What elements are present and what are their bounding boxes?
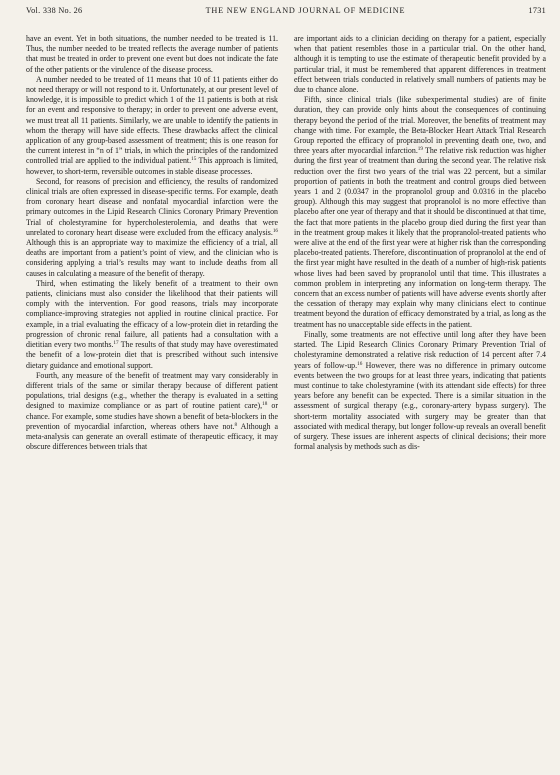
paragraph-text: or chance. For example, some studies have shown a benefit of beta-blockers in the prevention of myocardial infarction, whereas others have not. <box>26 401 279 431</box>
paragraph <box>26 371 278 453</box>
paragraph-text: Finally, some treatments are not effective until long after they have been started. The Lipid Research Clinics Coronary Primary Prevention Trial of cholestyramine demonstrated a relative risk reduction of 14 percent after 7.4 years of follow-up. <box>294 329 546 370</box>
reference-superscript: 18 <box>262 401 268 408</box>
paragraph-text: are important aids to a clinician deciding on therapy for a patient, especially when that patient resembles those in a particular trial. On the other hand, although it is tempting to use the estimate of therapeutic benefit provided by a particular trial, it must be remembered that apparent differences in treatment effect between trials conducted in relatively small numbers of patients may be due to chance alone. <box>294 34 546 95</box>
reference-superscript: 8 <box>234 421 238 428</box>
paragraph-text: The relative risk reduction was higher during the first year of treatment than during the second year. The relative risk reduction over the first two years of the trial was 22 percent, but a similar proportion of patients in both the treatment and control groups died between years 1 and 2 (0.0347 in the propranolol group and 0.0316 in the placebo group). Although this may suggest that propranolol is no more effective than placebo after one year of therapy and that it should be discontinued at that time, the fact that more patients in the placebo group died during the first year than in the treatment group makes it likely that the propranolol-treated patients who were alive at the end of the first year were at higher risk than the corresponding placebo-treated patients. Therefore, discontinuation of propranolol at the end of the first year might have resulted in the death of a number of high-risk patients whose lives had been saved by propranolol until that time. This illustrates a common problem in interpreting any information on long-term therapy. The concern that an excess number of patients will have adverse events shortly after the cessation of therapy may explain why many clinicians elect to continue treatment beyond the duration of efficacy demonstrated by a trial, as long as the treatment has no unacceptable side effects in the patient. <box>294 146 546 329</box>
paragraph <box>26 177 278 279</box>
reference-superscript: 19 <box>417 146 423 153</box>
paragraph <box>26 279 278 371</box>
page-number: 1731 <box>528 6 546 15</box>
paragraph-text: Fourth, any measure of the benefit of treatment may vary considerably in different trials of the same or similar therapy because of different patient populations, trial designs (e.g., whether the therapy is evaluated in a setting designed to maximize compliance or as part of routine patient care), <box>26 370 278 411</box>
running-header <box>26 6 546 24</box>
reference-superscript: 17 <box>113 340 119 347</box>
text-columns <box>26 34 546 452</box>
paragraph-text: Although a meta-analysis can generate an overall estimate of therapeutic efficacy, it may obscure differences between trials that <box>26 421 278 452</box>
left-column <box>26 34 278 452</box>
right-column <box>294 34 546 452</box>
paragraph-text: The results of that study may have overestimated the benefit of a low-protein diet that is prescribed without such intensive dietary guidance and emotional support. <box>26 340 279 370</box>
paragraph-text: Third, when estimating the likely benefit of a treatment to their own patients, clinicians must also consider the likelihood that their patients will comply with the intervention. For good reasons, trials may incorporate compliance-improving strategies not applied in routine clinical practice. For example, in a trial evaluating the efficacy of a low-protein diet in retarding the progression of chronic renal failure, all patients had a consultation with a dietitian every two months. <box>26 278 278 350</box>
paragraph-text: have an event. Yet in both situations, the number needed to be treated is 11. Thus, the number needed to be treated reflects the average number of patients that must be treated in order to prevent one event but does not indicate the fate of the other patients or the virulence of the disease process. <box>26 34 278 74</box>
reference-superscript: 15 <box>191 156 197 163</box>
reference-superscript: 16 <box>272 227 278 234</box>
paragraph <box>26 75 278 177</box>
paragraph-text: Second, for reasons of precision and efficiency, the results of randomized clinical trials are often expressed in disease-specific terms. For example, death from coronary heart disease and nonfatal myocardial infarction were the primary outcomes in the Lipid Research Clinics Coronary Primary Prevention Trial of cholestyramine for hypercholesterolemia, and deaths that were unrelated to coronary heart disease were excluded from the efficacy analysis. <box>26 176 278 237</box>
paragraph <box>294 95 546 330</box>
journal-title: THE NEW ENGLAND JOURNAL OF MEDICINE <box>205 6 406 15</box>
paragraph <box>294 330 546 452</box>
volume-issue: Vol. 338 No. 26 <box>26 6 83 15</box>
paragraph-text: Fifth, since clinical trials (like subexperimental studies) are of finite duration, they can provide only hints about the consequences of continuing therapy beyond the period of the trial. Moreover, the benefits of treatment may change with time. For example, the Beta-Blocker Heart Attack Trial Research Group reported the efficacy of propranolol in preventing death one, two, and three years after myocardial infarction. <box>294 95 546 156</box>
paragraph-text: However, there was no difference in primary outcome events between the two groups for at least three years, indicating that patients must continue to take cholestyramine (with its attendant side effects) for three years before any benefit can be expected. There is a similar situation in the assessment of surgical therapy (e.g., coronary-artery bypass surgery). The short-term mortality associated with surgery may be greater than that associated with medical therapy, but longer follow-up reveals an overall benefit of surgery. These issues are inherent aspects of clinical decisions; their more formal analysis by methods such as dis- <box>294 360 546 452</box>
paragraph <box>294 34 546 95</box>
reference-superscript: 16 <box>357 360 363 367</box>
paragraph-text: Although this is an appropriate way to maximize the efficiency of a trial, all deaths are important from a patient’s point of view, and the clinician who is considering applying a trial’s results may want to include deaths from all causes in calculating a measure of the benefit of therapy. <box>26 238 278 278</box>
paragraph-text: This approach is limited, however, to short-term, reversible outcomes in stable disease processes. <box>26 156 278 176</box>
paragraph <box>26 34 278 75</box>
paragraph-text: A number needed to be treated of 11 means that 10 of 11 patients either do not need therapy or will not respond to it. Unfortunately, at our present level of knowledge, it is impossible to predict which 1 of the 11 patients is both at risk for an event and responsive to therapy; in order to prevent one adverse event, we must treat all 11 patients. Similarly, we are unable to identify the patients in whom the therapy will have side effects. These drawbacks affect the clinical application of any group-based assessment of treatment; this is one reason for the current interest in “n of 1” trials, in which the principles of the randomized controlled trial are applied to the individual patient. <box>26 74 278 166</box>
